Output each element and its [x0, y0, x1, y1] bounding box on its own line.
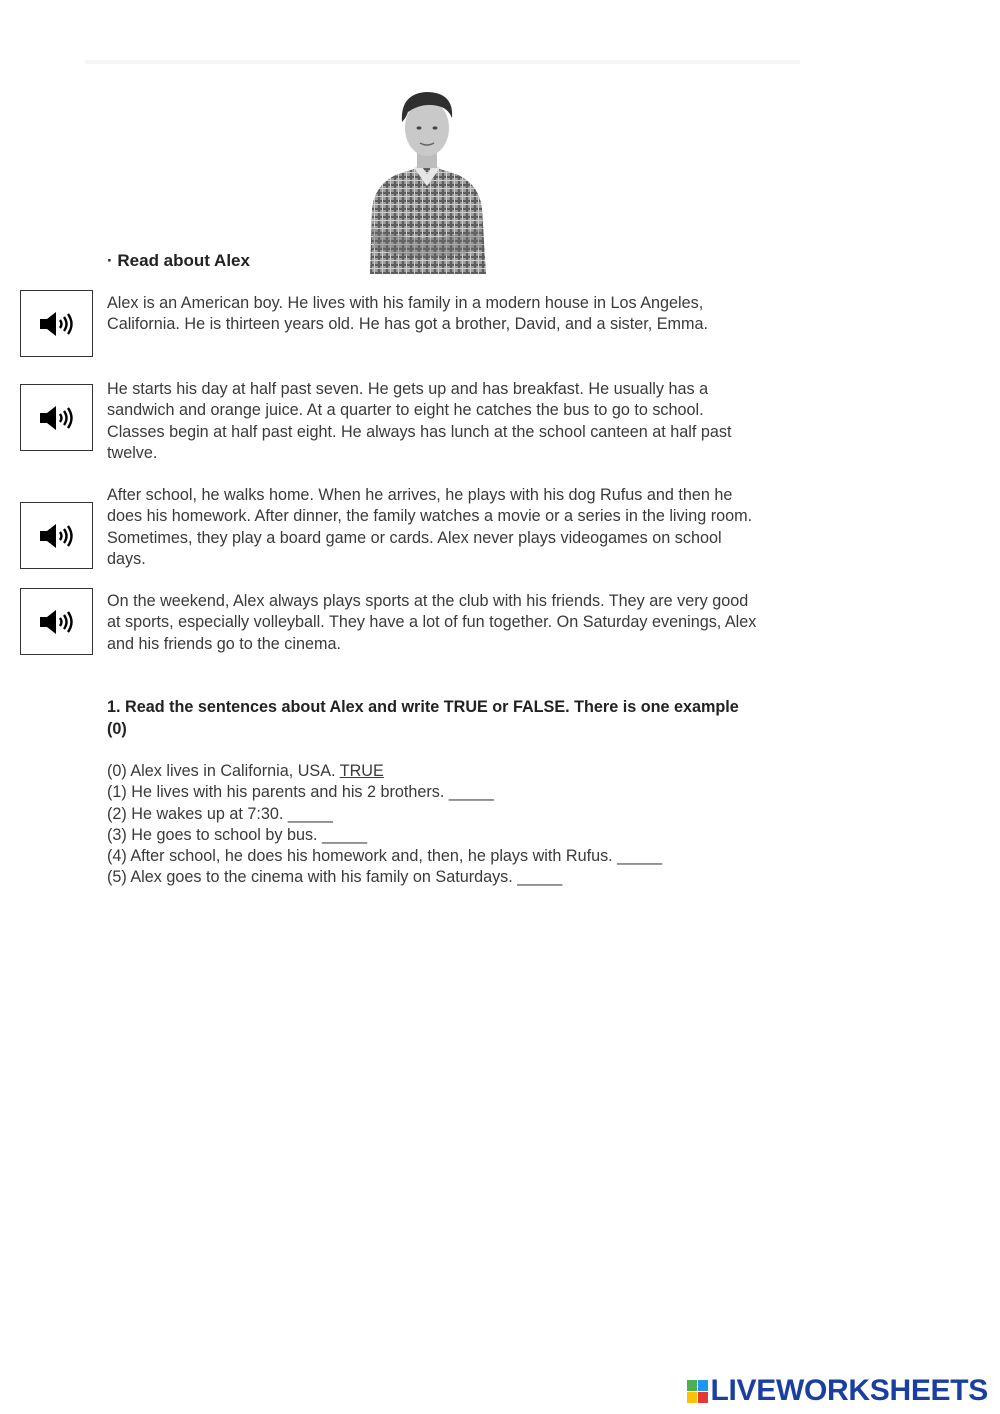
audio-button-2[interactable]: [20, 384, 93, 451]
example-text: (0) Alex lives in California, USA.: [107, 762, 340, 780]
example-item: [107, 761, 807, 782]
list-item[interactable]: (4) After school, he does his homework and, then, he plays with Rufus. _____: [107, 847, 663, 866]
speaker-icon: [38, 521, 76, 551]
list-item[interactable]: (3) He goes to school by bus. _____: [107, 825, 368, 844]
task-instruction: 1. Read the sentences about Alex and write TRUE or FALSE. There is one example (0): [107, 698, 739, 738]
logo-text: LIVEWORKSHEETS: [710, 1374, 988, 1407]
example-answer: TRUE: [339, 762, 384, 780]
list-item[interactable]: (1) He lives with his parents and his 2 brothers. _____: [107, 783, 494, 802]
audio-button-3[interactable]: [20, 502, 93, 569]
list-item[interactable]: (2) He wakes up at 7:30. _____: [107, 804, 333, 823]
speaker-icon: [38, 403, 76, 433]
alex-photo: [362, 88, 492, 274]
speaker-icon: [38, 309, 76, 339]
speaker-icon: [38, 607, 76, 637]
liveworksheets-logo: [687, 1374, 989, 1408]
audio-button-1[interactable]: [20, 290, 93, 357]
true-false-list: [107, 761, 807, 889]
top-divider: [85, 60, 800, 64]
audio-button-4[interactable]: [20, 588, 93, 655]
section-heading: · Read about Alex: [107, 251, 250, 270]
logo-mark-icon: [687, 1380, 708, 1403]
list-item[interactable]: (5) Alex goes to the cinema with his family on Saturdays. _____: [107, 868, 563, 887]
paragraph-3: After school, he walks home. When he arrives, he plays with his dog Rufus and then he does his homework. After dinner, the family watches a movie or a series in the living room. Sometimes, they play a board game or cards. Alex never plays videogames on school days.: [107, 486, 753, 568]
paragraph-1: Alex is an American boy. He lives with his family in a modern house in Los Angeles, California. He is thirteen years old. He has got a brother, David, and a sister, Emma.: [107, 294, 709, 334]
paragraph-4: On the weekend, Alex always plays sports at the club with his friends. They are very good at sports, especially volleyball. They have a lot of fun together. On Saturday evenings, Alex and his friends go to the cinema.: [107, 592, 757, 653]
paragraph-2: He starts his day at half past seven. He gets up and has breakfast. He usually has a sandwich and orange juice. At a quarter to eight he catches the bus to go to school. Classes begin at half past eight. He always has lunch at the school canteen at half past twelve.: [107, 380, 732, 462]
